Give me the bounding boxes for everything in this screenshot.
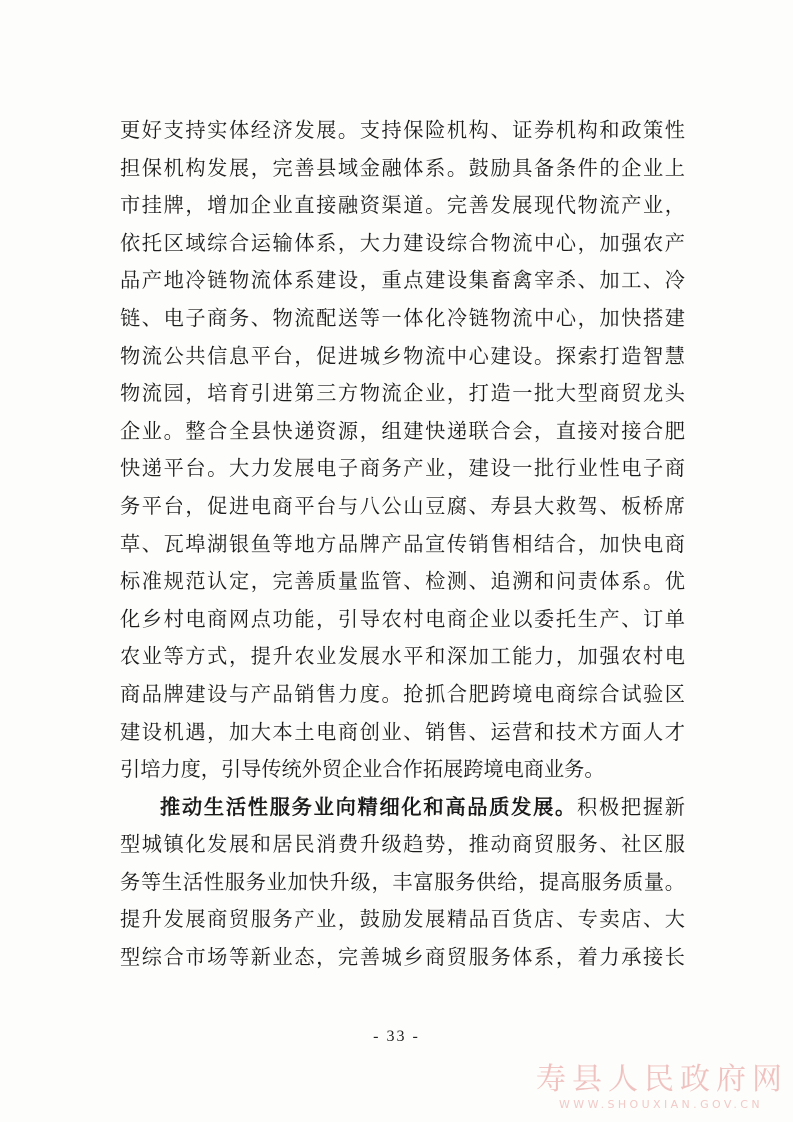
text-line: 务等生活性服务业加快升级，丰富服务供给，提高服务质量。: [120, 869, 685, 894]
watermark-site-name: 寿县人民政府网: [536, 1062, 788, 1097]
text-line: 商品牌建设与产品销售力度。抢抓合肥跨境电商综合试验区: [120, 681, 685, 706]
paragraph-heading-line: [120, 789, 685, 827]
text-line: 务平台，促进电商平台与八公山豆腐、寿县大救驾、板桥席: [120, 493, 685, 518]
text-line: 市挂牌，增加企业直接融资渠道。完善发展现代物流产业，: [120, 193, 685, 218]
text-line: 化乡村电商网点功能，引导农村电商企业以委托生产、订单: [120, 606, 685, 631]
text-line: 草、瓦埠湖银鱼等地方品牌产品宣传销售相结合，加快电商: [120, 531, 685, 556]
watermark-site-url: WWW.SHOUXIAN.GOV.CN: [559, 1098, 763, 1111]
text-line: 更好支持实体经济发展。支持保险机构、证券机构和政策性: [120, 118, 685, 142]
text-line: 担保机构发展，完善县域金融体系。鼓励具备条件的企业上: [120, 155, 685, 180]
site-watermark: [536, 1062, 786, 1112]
text-line: 农业等方式，提升农业发展水平和深加工能力，加强农村电: [120, 644, 685, 669]
paragraph-heading: 推动生活性服务业向精细化和高品质发展。: [160, 794, 577, 819]
text-line: 物流公共信息平台，促进城乡物流中心建设。探索打造智慧: [120, 343, 685, 368]
text-line: 建设机遇，加大本土电商创业、销售、运营和技术方面人才: [120, 719, 685, 744]
text-line: 引培力度，引导传统外贸企业合作拓展跨境电商业务。: [120, 757, 605, 782]
page-number: - 33 -: [373, 1028, 420, 1045]
text-line: 型综合市场等新业态，完善城乡商贸服务体系，着力承接长: [120, 945, 685, 970]
text-span: 积极把握新: [577, 794, 685, 819]
text-line: 物流园，培育引进第三方物流企业，打造一批大型商贸龙头: [120, 381, 685, 406]
text-line: 链、电子商务、物流配送等一体化冷链物流中心，加快搭建: [120, 305, 685, 330]
text-line: 企业。整合全县快递资源，组建快递联合会，直接对接合肥: [120, 418, 685, 443]
text-line: 标准规范认定，完善质量监管、检测、追溯和问责体系。优: [120, 569, 685, 594]
text-line: 提升发展商贸服务产业，鼓励发展精品百货店、专卖店、大: [120, 907, 685, 932]
document-body: [120, 112, 685, 977]
text-line: 品产地冷链物流体系建设，重点建设集畜禽宰杀、加工、冷: [120, 268, 685, 293]
text-line: 依托区域综合运输体系，大力建设综合物流中心，加强农产: [120, 230, 685, 255]
text-line: 型城镇化发展和居民消费升级趋势，推动商贸服务、社区服: [120, 832, 685, 857]
text-line: 快递平台。大力发展电子商务产业，建设一批行业性电子商: [120, 456, 685, 481]
